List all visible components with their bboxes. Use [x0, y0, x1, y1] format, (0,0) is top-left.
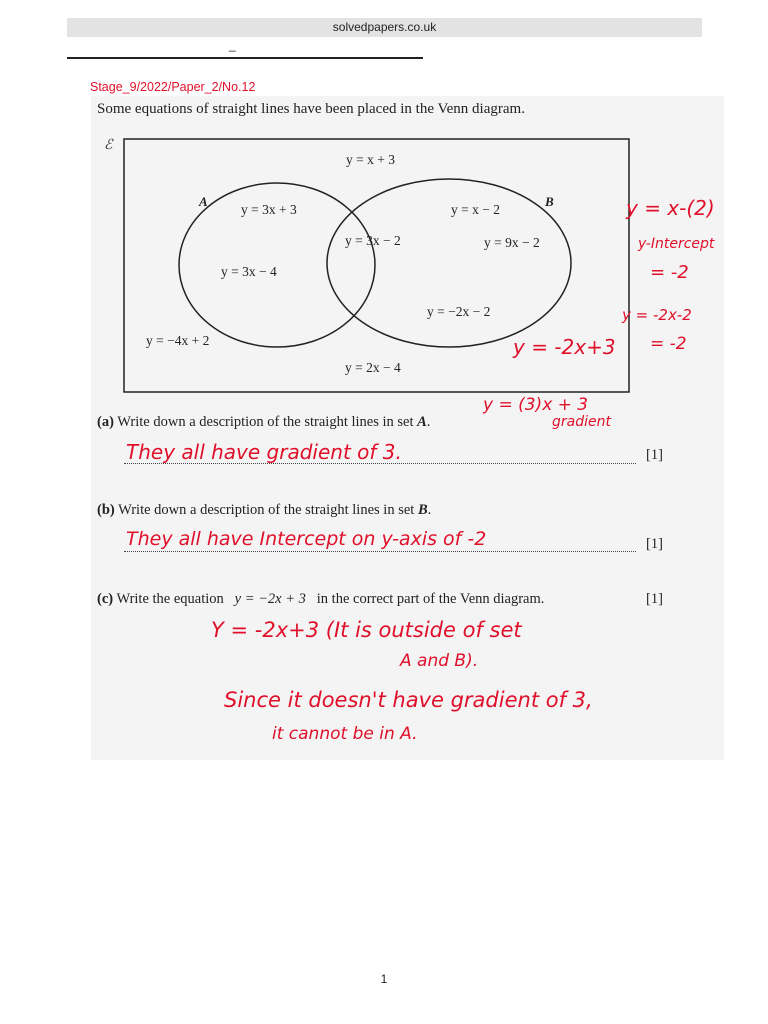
side-note-2: y-Intercept — [638, 236, 715, 252]
part-a-question: (a) Write down a description of the straight lines in set A. — [97, 414, 431, 430]
part-a-answer: They all have gradient of 3. — [126, 440, 402, 464]
part-c-answer-line-3: Since it doesn't have gradient of 3, — [224, 688, 593, 712]
part-a-label: (a) — [97, 414, 114, 430]
side-note-4: y = -2x-2 — [622, 306, 692, 324]
below-diagram-note: y = (3)x + 3 — [483, 395, 589, 415]
equation-a-only-1: y = 3x + 3 — [241, 202, 297, 217]
part-b-label: (b) — [97, 502, 115, 518]
part-c-mark: [1] — [646, 591, 663, 607]
equation-outside-left: y = −4x + 2 — [146, 333, 210, 348]
universal-symbol: ℰ — [104, 138, 113, 153]
part-c-question — [97, 591, 544, 608]
side-note-5: = -2 — [650, 334, 687, 354]
equation-b-only-3: y = −2x − 2 — [427, 304, 491, 319]
stage-label: Stage_9/2022/Paper_2/No.12 — [90, 80, 256, 94]
below-diagram-note-2: gradient — [552, 414, 611, 430]
part-b-mark: [1] — [646, 536, 663, 552]
side-note-1: y = x-(2) — [626, 196, 715, 220]
part-a-set: A — [417, 414, 427, 430]
equation-outside-bottom: y = 2x − 4 — [345, 360, 401, 375]
part-c-text-after: in the correct part of the Venn diagram. — [316, 591, 545, 607]
header-rule — [67, 57, 423, 59]
equation-a-and-b: y = 3x − 2 — [345, 233, 401, 248]
question-intro: Some equations of straight lines have been placed in the Venn diagram. — [97, 101, 525, 117]
part-b-answer-line — [124, 551, 636, 552]
part-b-question: (b) Write down a description of the straight lines in set B. — [97, 502, 432, 518]
diagram-note: y = -2x+3 — [513, 335, 616, 359]
part-c-answer-line-2: A and B). — [400, 651, 479, 671]
equation-b-only-2: y = 9x − 2 — [484, 235, 540, 250]
part-a-mark: [1] — [646, 447, 663, 463]
set-a-label: A — [199, 194, 208, 209]
header-dash: _ — [229, 38, 236, 52]
part-b-set: B — [417, 502, 428, 518]
part-c-text-before: Write the equation — [116, 591, 224, 607]
equation-b-only-1: y = x − 2 — [451, 202, 500, 217]
part-c-answer-line-1: Y = -2x+3 (It is outside of set — [211, 618, 522, 642]
site-name: solvedpapers.co.uk — [332, 20, 437, 34]
part-a-text: Write down a description of the straight lines in set — [117, 414, 414, 430]
part-c-label: (c) — [97, 591, 114, 607]
part-c-equation: y = −2x + 3 — [234, 591, 306, 607]
part-b-answer: They all have Intercept on y-axis of -2 — [126, 528, 487, 550]
set-b-label: B — [545, 194, 554, 209]
equation-a-only-2: y = 3x − 4 — [221, 264, 277, 279]
page-number: 1 — [380, 972, 388, 986]
side-note-3: = -2 — [650, 262, 689, 283]
part-b-text: Write down a description of the straight lines in set — [118, 502, 415, 518]
part-c-answer-line-4: it cannot be in A. — [272, 724, 418, 744]
equation-outside-top: y = x + 3 — [346, 152, 395, 167]
site-header — [67, 18, 702, 37]
